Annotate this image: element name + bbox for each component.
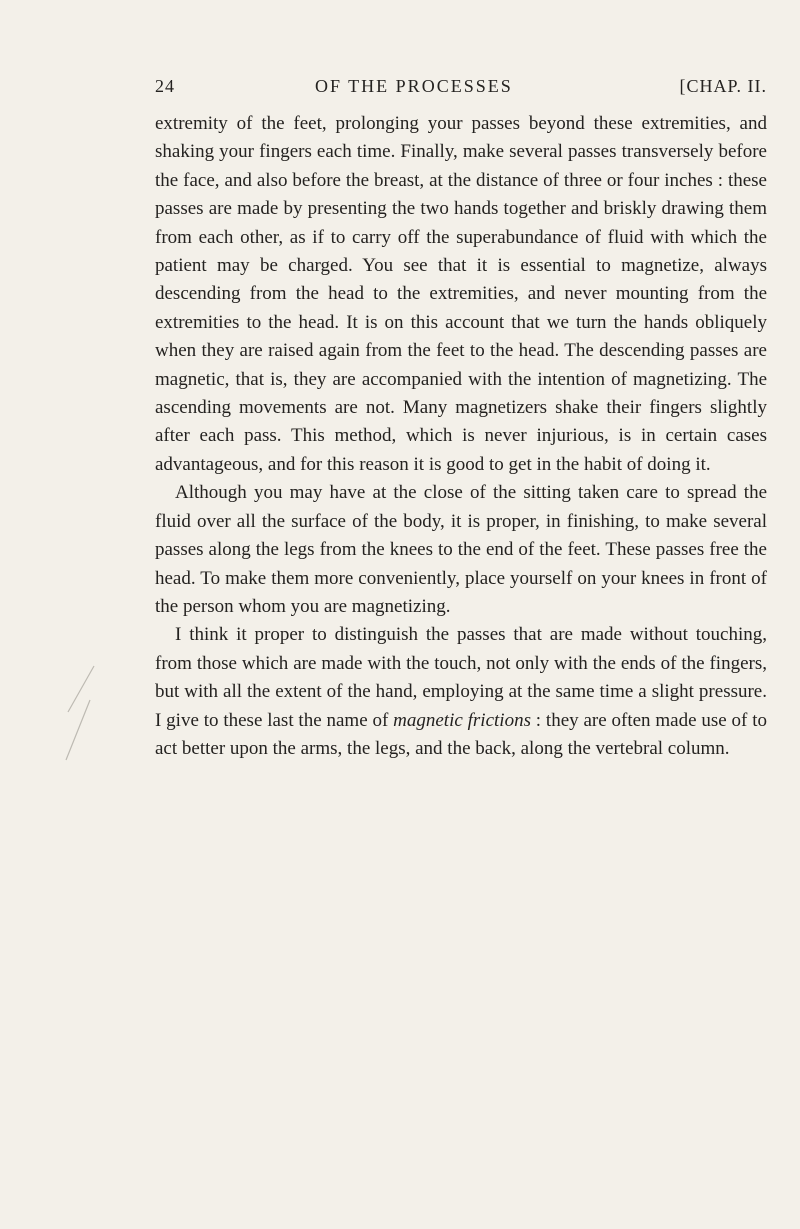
paragraph-3-start: I think it proper to distinguish the passes that are made without touching, from those which are made with the touch, not only with the ends of the fingers, but with all the extent of the hand, employing at the same time a slight pressure. I give to these last the name of bbox=[155, 624, 767, 731]
chapter-reference: [CHAP. II. bbox=[679, 76, 767, 96]
paragraph-1: extremity of the feet, prolonging your passes beyond these extremities, and shaking your fingers each time. Finally, make several passes transversely before the face, and also before the breast, at the distance of three or four inches : these passes are made by presenting the two hands together and briskly drawing them from each other, as if to carry off the superabundance of fluid with which the patient may be charged. You see that it is essential to magnetize, always descending from the head to the extremities, and never mounting from the extremities to the head. It is on this account that we turn the hands obliquely when they are raised again from the feet to the head. The descending passes are magnetic, that is, they are accompanied with the intention of magnetizing. The ascending movements are not. Many magnetizers shake their fingers slightly after each pass. This method, which is never injurious, is in certain cases advantageous, and for this reason it is good to get in the habit of doing it. bbox=[155, 113, 767, 475]
margin-pencil-mark bbox=[60, 660, 100, 770]
paragraph-3 bbox=[155, 621, 767, 763]
paragraph-3-end: : they are often made use of to act better upon the arms, the legs, and the back, along the vertebral column. bbox=[155, 709, 767, 759]
running-head-title: OF THE PROCESSES bbox=[315, 76, 513, 96]
italic-term: magnetic frictions bbox=[393, 709, 531, 731]
page-number: 24 bbox=[155, 76, 175, 96]
running-head bbox=[155, 76, 767, 104]
paragraph-2: Although you may have at the close of the sitting taken care to spread the fluid over all the surface of the body, it is proper, in finishing, to make several passes along the legs from the knees to the end of the feet. These passes free the head. To make them more conveniently, place yourself on your knees in front of the person whom you are magnetizing. bbox=[155, 482, 767, 617]
body-text bbox=[155, 110, 767, 763]
